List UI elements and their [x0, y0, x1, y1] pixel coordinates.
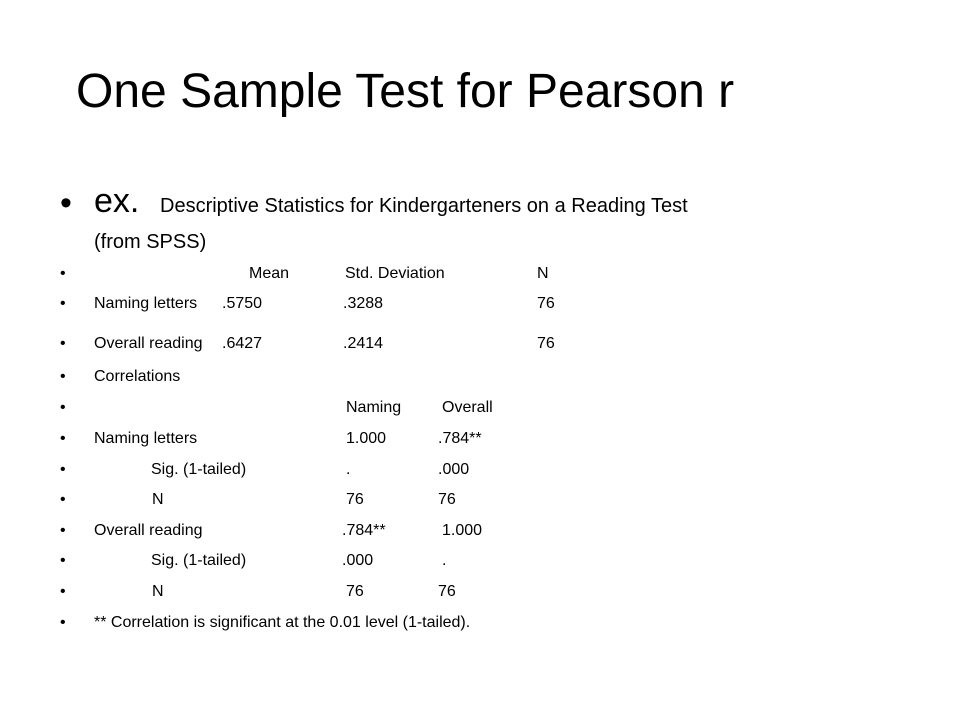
- row-label: Sig. (1-tailed): [151, 552, 247, 569]
- corr-header-row: [60, 397, 920, 419]
- bullet-icon: •: [60, 295, 66, 312]
- bullet-icon: •: [60, 491, 66, 508]
- bullet-icon: •: [60, 552, 66, 569]
- corr-row-naming-n: [60, 489, 920, 511]
- col-header-std-dev: Std. Deviation: [345, 265, 445, 282]
- corr-row-overall: [60, 520, 920, 542]
- bullet-icon: •: [60, 335, 66, 352]
- corr-row-overall-n: [60, 581, 920, 603]
- footnote-row: [60, 612, 920, 634]
- col-header-naming: Naming: [346, 399, 402, 416]
- naming-value: 76: [346, 491, 364, 508]
- mean-value: .6427: [222, 335, 263, 352]
- corr-row-naming: [60, 428, 920, 450]
- bullet-icon: •: [60, 265, 66, 282]
- bullet-icon: •: [60, 461, 66, 478]
- naming-value: 1.000: [346, 430, 387, 447]
- bullet-icon: •: [60, 399, 66, 416]
- row-label: Naming letters: [94, 295, 198, 312]
- overall-value: 1.000: [442, 522, 483, 539]
- intro-line-1: Descriptive Statistics for Kindergarteners on a Reading Test: [160, 195, 688, 217]
- overall-value: .784**: [438, 430, 482, 447]
- intro-prefix: ex.: [94, 182, 140, 220]
- desc-row-naming: [60, 293, 920, 315]
- col-header-mean: Mean: [249, 265, 290, 282]
- bullet-icon: •: [60, 368, 66, 385]
- overall-value: 76: [438, 491, 456, 508]
- bullet-icon: •: [60, 430, 66, 447]
- row-label: Naming letters: [94, 430, 198, 447]
- n-value: 76: [537, 295, 555, 312]
- row-label: Overall reading: [94, 522, 203, 539]
- naming-value: .784**: [342, 522, 386, 539]
- overall-value: .000: [438, 461, 470, 478]
- intro-line-2: (from SPSS): [94, 231, 207, 253]
- desc-header-row: [60, 263, 920, 285]
- bullet-icon: •: [60, 184, 72, 222]
- mean-value: .5750: [222, 295, 263, 312]
- row-label: N: [152, 583, 164, 600]
- naming-value: 76: [346, 583, 364, 600]
- significance-footnote: ** Correlation is significant at the 0.01 level (1-tailed).: [94, 614, 471, 631]
- col-header-n: N: [537, 265, 549, 282]
- row-label: Sig. (1-tailed): [151, 461, 247, 478]
- slide-title: One Sample Test for Pearson r: [76, 65, 735, 118]
- bullet-icon: •: [60, 583, 66, 600]
- overall-value: .: [442, 552, 447, 569]
- overall-value: 76: [438, 583, 456, 600]
- naming-value: .: [346, 461, 351, 478]
- corr-row-naming-sig: [60, 459, 920, 481]
- row-label: N: [152, 491, 164, 508]
- n-value: 76: [537, 335, 555, 352]
- bullet-icon: •: [60, 614, 66, 631]
- bullet-icon: •: [60, 522, 66, 539]
- correlations-heading: Correlations: [94, 368, 181, 385]
- std-dev-value: .2414: [343, 335, 384, 352]
- naming-value: .000: [342, 552, 374, 569]
- correlations-heading-row: [60, 366, 920, 388]
- std-dev-value: .3288: [343, 295, 384, 312]
- corr-row-overall-sig: [60, 550, 920, 572]
- row-label: Overall reading: [94, 335, 203, 352]
- desc-row-overall: [60, 333, 920, 355]
- col-header-overall: Overall: [442, 399, 493, 416]
